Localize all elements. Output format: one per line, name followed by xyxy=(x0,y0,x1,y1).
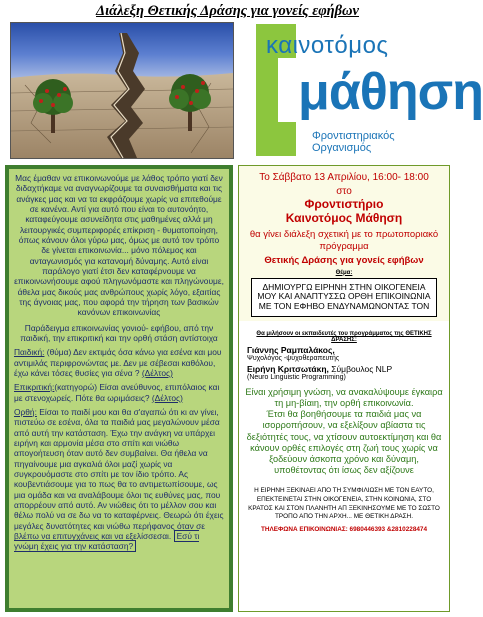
speaker-2-note: Σύμβουλος NLP xyxy=(328,363,393,374)
example-critical-label: Επικριτική: xyxy=(14,382,55,393)
flyer-title: Διάλεξη Θετικής Δράσης για γονείς εφήβων xyxy=(96,3,359,19)
event-at: στο xyxy=(336,186,352,197)
event-date: Το Σάββατο 13 Απριλίου, 16:00- 18:00 xyxy=(259,172,429,183)
peace-statement: Η ΕΙΡΗΝΗ ΞΕΚΙΝΑΕΙ ΑΠΟ ΤΗ ΣΥΜΦΙΛΙΩΣΗ ΜΕ ΤΟΝ ΕΑΥΤΟ, ΕΠΕΚΤΕΙΝΕΤΑΙ ΣΤΗΝ ΟΙΚΟΓΕΝΕΙΑ, ΣΤΗΝ ΚΟΙΝΩΝΙΑ, ΣΤΟ ΚΡΑΤΟΣ ΚΑΙ ΣΤΟΝ ΠΛΑΝΗΤΗ ΑΠ ΞΕΚΙΝΗΣΟΥΜΕ ΜΕ ΤΟ ΣΩΣΤΟ ΤΡΟΠΟ ΑΠΟ ΤΗΝ ΑΡΧΗ... ΜΕ ΘΕΤΙΚΗ ΔΡΑΣΗ. xyxy=(248,486,440,521)
contact-phones: ΤΗΛΕΦΩΝΑ ΕΠΙΚΟΙΝΩΝΙΑΣ: 6980446393 &2810228474 xyxy=(260,526,428,534)
example-child-label: Παιδική: xyxy=(14,347,45,358)
speakers-heading: Θα μιλήσουν οι εκπαιδευτές του προγράμματος της ΘΕΤΙΚΗΣ ΔΡΑΣΗΣ: xyxy=(256,330,432,343)
left-text-panel-inner xyxy=(9,169,229,608)
speaker-2-name: Ειρήνη Κριτσωτάκη, xyxy=(247,363,329,374)
cracked-earth-trees-image xyxy=(11,23,233,158)
hero-illustration xyxy=(10,22,234,159)
benefits-text xyxy=(244,387,444,477)
example-critical xyxy=(14,382,224,403)
event-description: θα γίνει διάλεξη σχετική με το πρωτοποριακό πρόγραμμα xyxy=(249,228,439,252)
theme-label: Θέμα: xyxy=(335,269,353,276)
kainotomos-mathisi-logo xyxy=(238,22,483,158)
example-child xyxy=(14,347,224,378)
logo-word-mathisi: μάθηση xyxy=(298,63,483,121)
example-critical-tag: (Δέλτος) xyxy=(151,392,183,403)
event-details xyxy=(239,166,449,321)
example-correct-text: Είσαι το παιδί μου και θα σ'αγαπώ ότι κι αν γίνει, πιστεύω σε εσένα, όλα τα παιδιά μας μεγαλώνουν μέσα από αυτή την κατάσταση. Έχω την ανάγκη να υπάρχει ειρήνη και αρμονία μέσα στο σπίτι και νιώθω απογοήτευση όταν αυτό δεν συμβαίνει. Θα ήθελα να πηγαίνουμε μια αγκαλιά όλοι μαζί χωρίς να συγκρουόμαστε στο σπίτι με τον ίδιο τρόπο. Ας κουβεντιάσουμε για το πως θα το αντιμετωπίσουμε, ως μια ομάδα και να αναλάβουμε όλοι τις ευθύνες μας, που απορρέουν από αυτό. Αν νιώθεις ότι το μέλλον σου και θέλω πολύ να σε δω να το καταφέρνεις. Θεωρώ ότι έχεις μεγάλες δυνατότητες και νιώθω περήφανος όταν σε βλέπω να επιτυγχάνεις και να εξελίσσεσαι. xyxy=(14,406,224,541)
example-correct xyxy=(14,407,224,552)
example-correct-label: Ορθή: xyxy=(14,406,37,417)
speaker-2-role: (Neuro Linguistic Programming) xyxy=(247,373,346,381)
benefits-line-2: Έτσι θα βοηθήσουμε τα παιδιά μας να ισορροπήσουν, να εξελίξουν αβίαστα τις δεξιότητές τους, να χτίσουν αυτοεκτίμηση και θα κάνουν ορθές επιλογές στη ζωή τους χωρίς να ξοδεύουν άσκοπα χρόνο και δύναμη, υποθέτοντας ότι ίσως δεν αξίζουνε xyxy=(246,409,442,476)
example-critical-text: (κατηγορώ) Είσαι ανεύθυνος, επιπόλαιος και με στενοχωρείς. Πότε θα ωριμάσεις? xyxy=(14,382,220,403)
example-child-tag: (Δέλτος) xyxy=(141,367,173,378)
speakers-section xyxy=(239,321,449,381)
speaker-1-name: Γιάννης Ραμπαλάκος, xyxy=(247,344,335,355)
event-program-name: Θετικής Δράσης για γονείς εφήβων xyxy=(264,254,424,266)
benefits-line-1: Είναι χρήσιμη γνώση, να ανακαλύψουμε έγκαιρα τη μη-βίαιη, την ορθή επικοινωνία. xyxy=(245,386,443,409)
logo-word-kainotomos: καινοτόμος xyxy=(266,32,389,59)
example-heading: Παράδειγμα επικοινωνίας γονιού- εφήβου, από την παιδική, την επικριτική και την ορθή στάση αντίστοιχα xyxy=(20,322,218,343)
example-correct-question: Εσύ τι γνώμη έχεις για την κατάσταση? xyxy=(14,530,200,552)
event-venue-line1: Φροντιστήριο xyxy=(304,197,384,211)
logo-subtitle: Φροντιστηριακός Οργανισμός xyxy=(312,130,395,154)
example-child-text: (θύμα) Δεν εκτιμάς όσα κάνω για εσένα και μου αντιμιλάς περιφρονώντας με. Δεν με σέβεσαι καθόλου, έχω κάνει τόσες θυσίες για σένα ? xyxy=(14,347,222,378)
event-venue-line2: Καινοτόμος Μάθηση xyxy=(285,211,403,226)
theme-box: ΔΗΜΙΟΥΡΓΩ ΕΙΡΗΝΗ ΣΤΗΝ ΟΙΚΟΓΕΝΕΙΑ ΜΟΥ ΚΑΙ ΑΝΑΠΤΥΣΣΩ ΟΡΘΗ ΕΠΙΚΟΙΝΩΝΙΑ ΜΕ ΤΟΝ ΕΦΗΒΟ ΕΝΔΥΝΑΜΩΝΟΝΤΑΣ ΤΟΝ xyxy=(251,278,437,317)
speaker-2 xyxy=(247,364,441,374)
right-event-panel xyxy=(238,165,450,612)
speaker-1-role: Ψυχολόγος -ψυχοθεραπευτής xyxy=(247,354,340,362)
left-text-panel xyxy=(5,165,233,612)
intro-paragraph: Μας έμαθαν να επικοινωνούμε με λάθος τρόπο γιατί δεν διδαχτήκαμε να αναγνωρίζουμε τα συναισθήματα και τις ανάγκες μας και να τα εκφράζουμε χωρίς να επιτεθούμε σε κανένα. Αντί για αυτό που είναι το αυτονόητο, καταφεύγουμε ασυνείδητα στις μαθημένες αλλά μη λειτουργικές συμπεριφορές επίκριση - θυματοποίηση, όπως κάνουν όλοι γύρω μας, όμως με αυτό τον τρόπο δε γίνεται επικοινωνία... μόνο πόλεμος και ανταγωνισμός για κατανομή δύναμης. Αυτό είναι παράλογο γιατί έτσι δεν καταφέρνουμε να επικοινωνήσουμε αφού πληγωνόμαστε και πληγώνουμε, άθελα μας δικούς μας ανθρώπους χωρίς λόγο, εξαιτίας της άγνοιας μας, που αφορά την τήρηση των βασικών κανόνων επικοινωνίας xyxy=(14,173,224,318)
